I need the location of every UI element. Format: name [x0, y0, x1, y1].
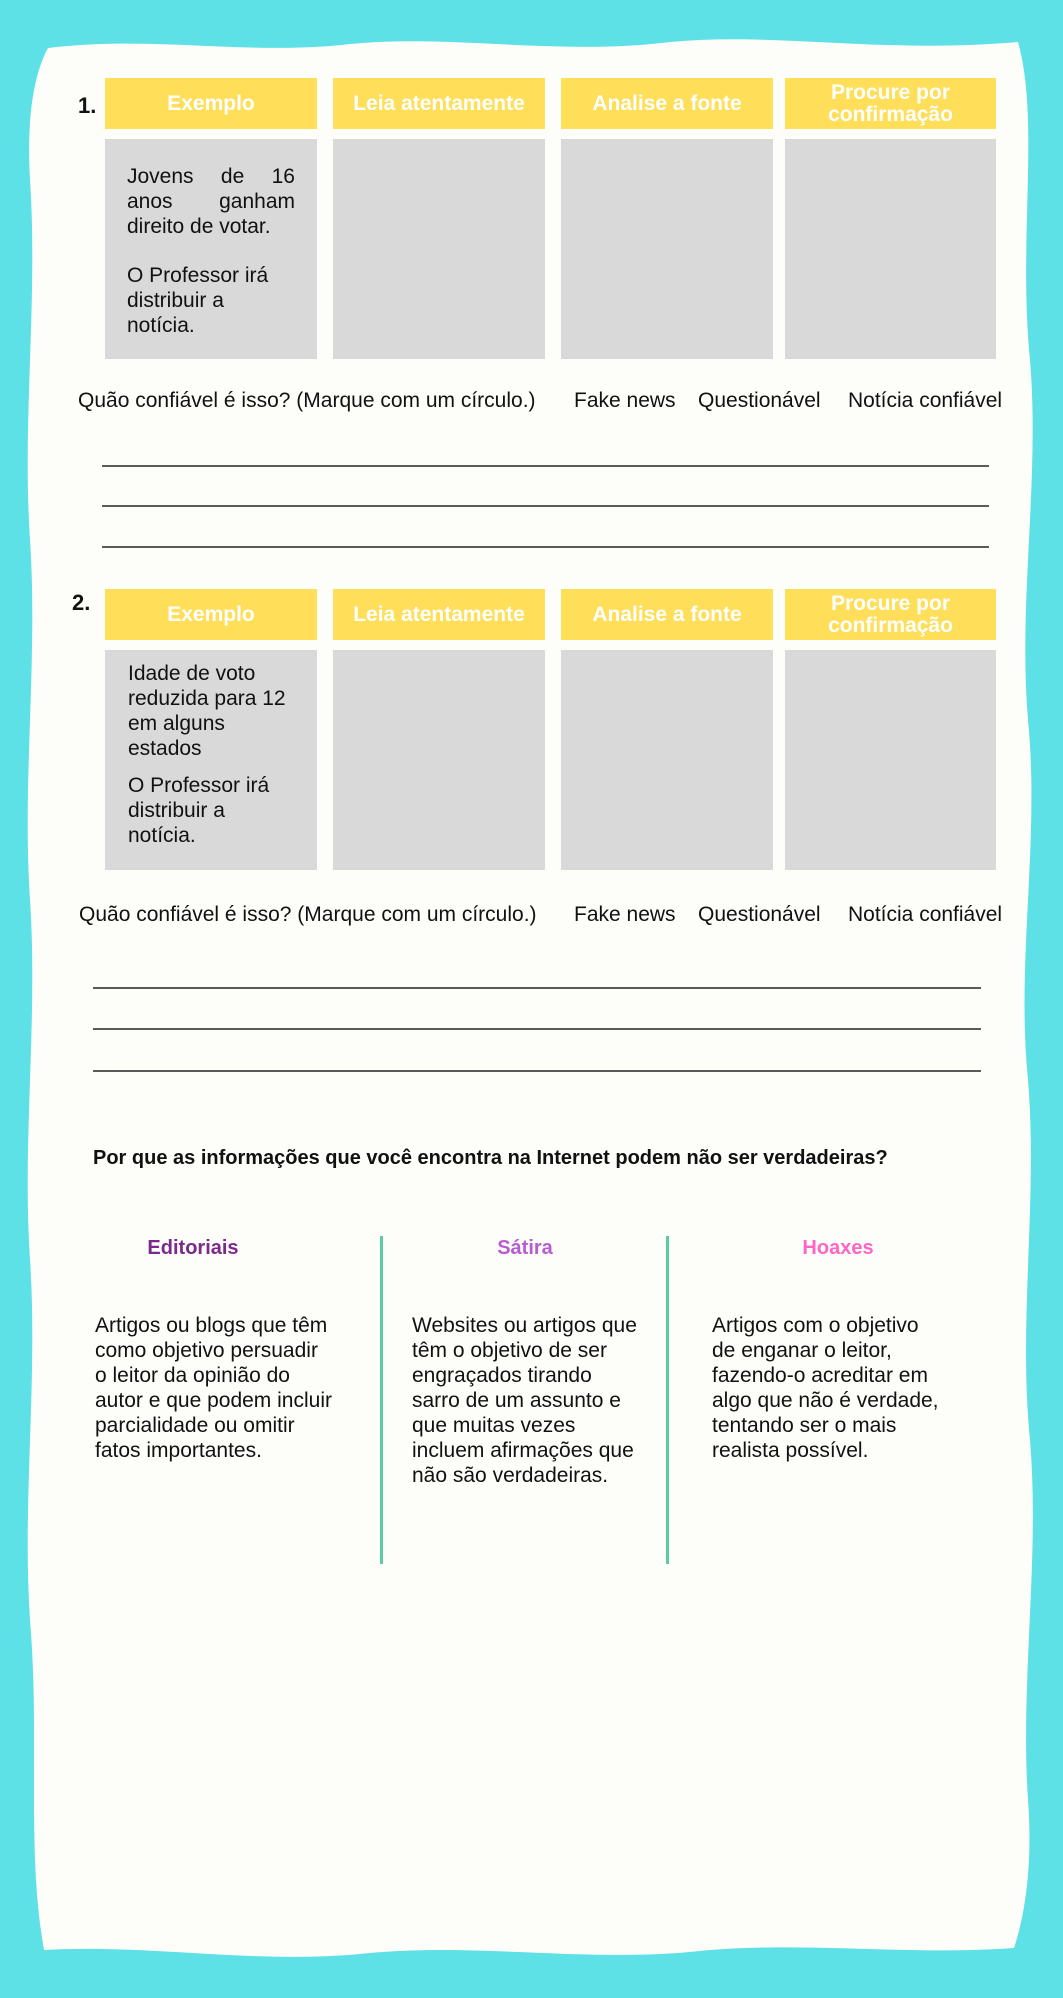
section-2-option-noticia-confiavel[interactable]: Notícia confiável [848, 903, 1003, 926]
section-1-number: 1. [78, 93, 97, 118]
section-2-option-questionavel[interactable]: Questionável [698, 903, 821, 926]
section-1-option-noticia-confiavel[interactable]: Notícia confiável [848, 389, 1003, 412]
section-2-header-analise: Analise a fonte [561, 589, 773, 640]
section-2-leia-box[interactable] [333, 650, 545, 870]
section-2-answer-line-2[interactable] [93, 1028, 981, 1030]
section-1-answer-line-1[interactable] [102, 465, 989, 467]
section-2-example-headline: Idade de voto reduzida para 12 em alguns estados [128, 662, 286, 760]
section-1-example-instruction: O Professor irá distribuir a notícia. [127, 264, 269, 337]
section-1-leia-box[interactable] [333, 139, 545, 359]
category-editoriais-title: Editoriais [147, 1237, 239, 1259]
section-1-procure-box[interactable] [785, 139, 996, 359]
section-2-header-leia: Leia atentamente [333, 589, 545, 640]
category-satira-text: Websites ou artigos que têm o objetivo de ser engraçados tirando sarro de um assunto e que muitas vezes incluem afirmações que não são verdadeiras. [412, 1314, 637, 1487]
section-2-answer-line-3[interactable] [93, 1070, 981, 1072]
section-1-reliability-question: Quão confiável é isso? (Marque com um círculo.) [78, 389, 536, 412]
section-1-header-leia: Leia atentamente [333, 78, 545, 129]
section-2-procure-box[interactable] [785, 650, 996, 870]
section-1-option-fake-news[interactable]: Fake news [574, 389, 676, 412]
why-question: Por que as informações que você encontra na Internet podem não ser verdadeiras? [93, 1147, 888, 1169]
category-editoriais-text: Artigos ou blogs que têm como objetivo persuadir o leitor da opinião do autor e que podem incluir parcialidade ou omitir fatos importantes. [95, 1314, 332, 1462]
section-2-example-instruction: O Professor irá distribuir a notícia. [128, 774, 270, 847]
section-2-number: 2. [72, 590, 91, 615]
section-1-header-analise: Analise a fonte [561, 78, 773, 129]
section-1-header-exemplo: Exemplo [105, 78, 317, 129]
category-hoaxes-text: Artigos com o objetivo de enganar o leitor, fazendo-o acreditar em algo que não é verdade, tentando ser o mais realista possível. [712, 1314, 939, 1462]
category-hoaxes-title: Hoaxes [802, 1237, 874, 1259]
column-divider-1 [380, 1236, 383, 1564]
column-divider-2 [666, 1236, 669, 1564]
category-satira-title: Sátira [497, 1237, 553, 1259]
section-1-answer-line-3[interactable] [102, 546, 989, 548]
section-2-reliability-question: Quão confiável é isso? (Marque com um círculo.) [79, 903, 537, 926]
section-1-example-headline: Jovens de 16 anos ganham direito de votar. [127, 165, 295, 238]
section-2-header-exemplo: Exemplo [105, 589, 317, 640]
section-1-header-procure: Procure por confirmação [785, 78, 996, 129]
section-2-option-fake-news[interactable]: Fake news [574, 903, 676, 926]
section-2-analise-box[interactable] [561, 650, 773, 870]
section-1-analise-box[interactable] [561, 139, 773, 359]
section-2-header-procure: Procure por confirmação [785, 589, 996, 640]
section-2-answer-line-1[interactable] [93, 987, 981, 989]
section-1-answer-line-2[interactable] [102, 505, 989, 507]
section-1-option-questionavel[interactable]: Questionável [698, 389, 821, 412]
